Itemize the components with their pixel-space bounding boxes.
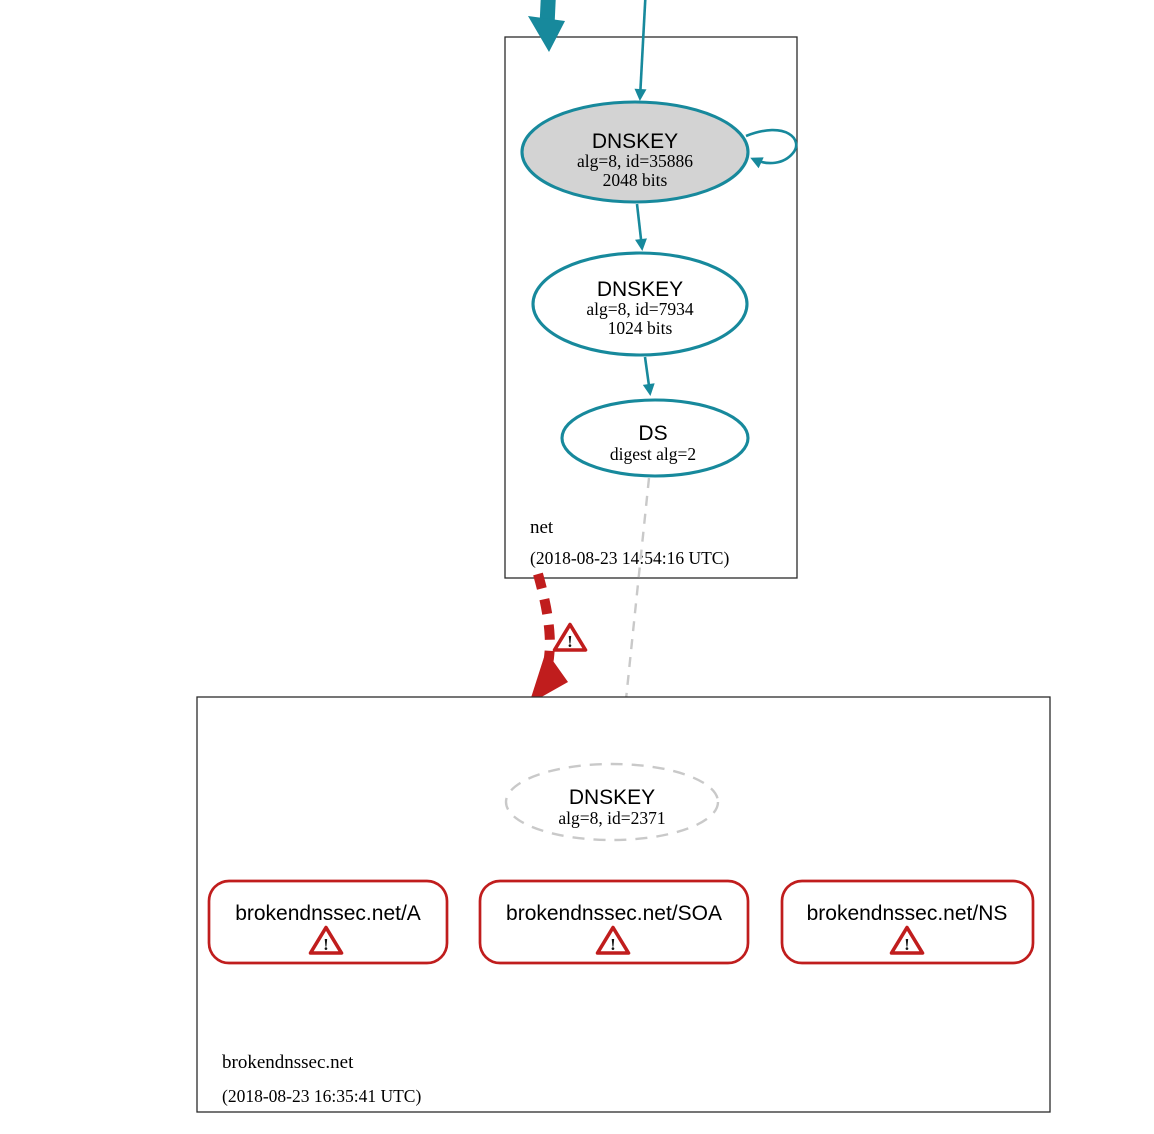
rrset-a-node[interactable]	[209, 881, 447, 963]
zone-timestamp-net: (2018-08-23 14:54:16 UTC)	[530, 548, 730, 568]
rrset-soa-label: brokendnssec.net/SOA	[506, 902, 722, 925]
rrset-a-label: brokendnssec.net/A	[235, 902, 421, 925]
dnskey-child-node[interactable]	[506, 764, 718, 840]
zone-label-brokendnssec: brokendnssec.net	[222, 1052, 354, 1073]
dnskey-zsk-bits: 1024 bits	[607, 318, 673, 338]
rrset-ns-label: brokendnssec.net/NS	[806, 902, 1008, 925]
dnskey-ksk-bits: 2048 bits	[602, 170, 668, 190]
zone-label-net: net	[530, 517, 554, 538]
dnskey-ksk-title: DNSKEY	[591, 130, 679, 153]
ds-node[interactable]	[562, 400, 748, 476]
dnskey-zsk-title: DNSKEY	[596, 278, 684, 301]
dnskey-zsk-detail: alg=8, id=7934	[586, 299, 694, 319]
zone-timestamp-brokendnssec: (2018-08-23 16:35:41 UTC)	[222, 1086, 422, 1106]
dnskey-ksk-node[interactable]	[522, 102, 748, 202]
rrset-ns-node[interactable]	[782, 881, 1033, 963]
rrset-soa-node[interactable]	[480, 881, 748, 963]
ds-detail: digest alg=2	[609, 444, 697, 464]
dnskey-child-title: DNSKEY	[568, 786, 656, 809]
dnskey-zsk-node[interactable]	[533, 253, 747, 355]
dnskey-child-detail: alg=8, id=2371	[558, 808, 666, 828]
ds-title: DS	[638, 422, 668, 445]
dnskey-ksk-detail: alg=8, id=35886	[577, 151, 693, 171]
